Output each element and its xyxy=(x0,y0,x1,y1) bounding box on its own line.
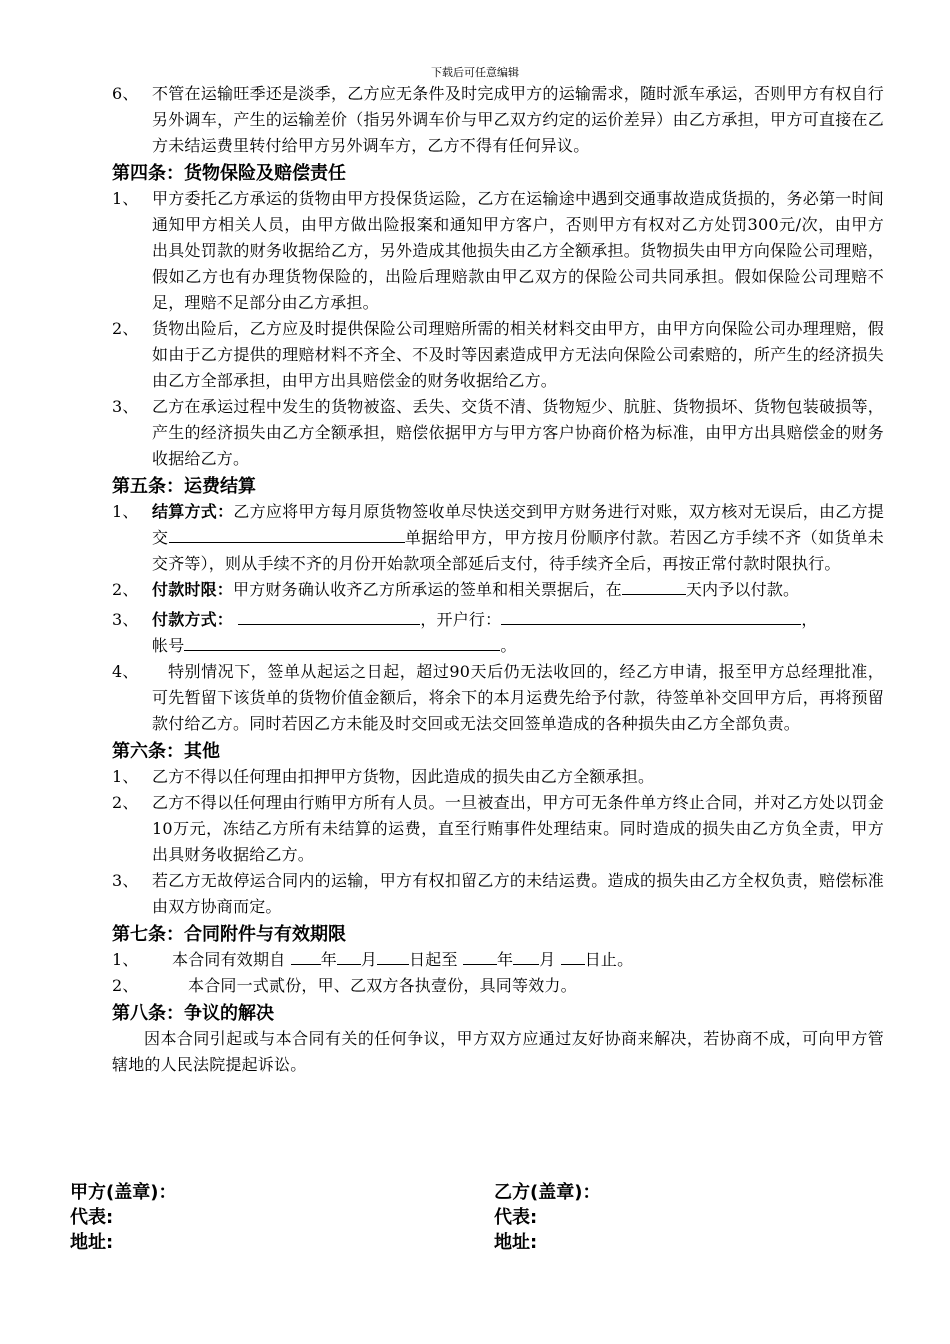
party-b-representative-label: 代表: xyxy=(494,1207,538,1228)
clause4-item-1 xyxy=(112,186,884,316)
item-number: 1、 xyxy=(112,767,139,786)
clause3-item-6 xyxy=(112,81,884,159)
clause5-item-2 xyxy=(112,577,884,603)
item-text: 月 xyxy=(360,950,378,969)
item-number: 1、 xyxy=(112,950,139,969)
payment-method-label: 付款方式： xyxy=(152,610,234,629)
account-label: 帐号 xyxy=(152,636,185,655)
clause7-item-2 xyxy=(112,973,884,999)
item-text: 乙方在承运过程中发生的货物被盗、丢失、交货不清、货物短少、肮脏、货物损坏、货物包装破损等，产生的经济损失由乙方全额承担，赔偿依据甲方与甲方客户协商价格为标准，由甲方出具赔偿金的财务收据给乙方。 xyxy=(152,397,884,468)
item-number: 3、 xyxy=(112,397,139,416)
item-text: 本合同有效期自 xyxy=(172,950,286,969)
item-text: 不管在运输旺季还是淡季，乙方应无条件及时完成甲方的运输需求，随时派车承运，否则甲方有权自行另外调车，产生的运输差价（指另外调车价与甲乙双方约定的运价差异）由乙方承担，甲方可直接在乙方未结运费里转付给甲方另外调车方，乙方不得有任何异议。 xyxy=(152,84,884,155)
item-text: ， xyxy=(801,610,818,629)
clause8-text: 因本合同引起或与本合同有关的任何争议，甲方双方应通过友好协商来解决，若协商不成，可向甲方管辖地的人民法院提起诉讼。 xyxy=(112,1029,884,1074)
clause5-item-4 xyxy=(112,659,884,737)
bank-blank[interactable] xyxy=(501,607,801,625)
item-text: 货物出险后，乙方应及时提供保险公司理赔所需的相关材料交由甲方，由甲方向保险公司办理理赔，假如由于乙方提供的理赔材料不齐全、不及时等因素造成甲方无法向保险公司索赔的，所产生的经济损失由乙方全部承担，由甲方出具赔偿金的财务收据给乙方。 xyxy=(152,319,884,390)
clause6-item-3 xyxy=(112,868,884,920)
item-text: 甲方委托乙方承运的货物由甲方投保货运险，乙方在运输途中遇到交通事故造成货损的，务必第一时间通知甲方相关人员，由甲方做出险报案和通知甲方客户，否则甲方有权对乙方处罚300元/次，由甲方出具处罚款的财务收据给乙方，另外造成其他损失由乙方全额承担。货物损失由甲方向保险公司理赔，假如乙方也有办理货物保险的，出险后理赔款由甲乙双方的保险公司共同承担。假如保险公司理赔不足，理赔不足部分由乙方承担。 xyxy=(152,189,884,312)
item-number: 3、 xyxy=(112,871,139,890)
clause8-title: 第八条：争议的解决 xyxy=(112,1003,274,1024)
item-text: 年 xyxy=(497,950,514,969)
item-number: 6、 xyxy=(112,84,139,103)
item-number: 1、 xyxy=(112,189,139,208)
item-number: 2、 xyxy=(112,793,139,812)
item-number: 4、 xyxy=(112,662,139,681)
clause5-item-1 xyxy=(112,499,884,577)
clause7-title: 第七条：合同附件与有效期限 xyxy=(112,924,346,945)
item-text: 。 xyxy=(500,636,517,655)
item-text: 特别情况下，签单从起运之日起，超过90天后仍无法收回的，经乙方申请，报至甲方总经理批准，可先暂留下该货单的货物价值金额后，将余下的本月运费先给予付款，待签单补交回甲方后，再将预留款付给乙方。同时若因乙方未能及时交回或无法交回签单造成的各种损失由乙方全部负责。 xyxy=(152,662,884,733)
clause4-title: 第四条：货物保险及赔偿责任 xyxy=(112,163,346,184)
item-text: 日止。 xyxy=(584,950,634,969)
item-text: 若乙方无故停运合同内的运输，甲方有权扣留乙方的未结运费。造成的损失由乙方全权负责，赔偿标准由双方协商而定。 xyxy=(152,871,884,916)
party-a-seal-label: 甲方(盖章)： xyxy=(70,1182,177,1203)
item-text: ，开户行： xyxy=(420,610,502,629)
item-text: 年 xyxy=(320,950,337,969)
account-blank[interactable] xyxy=(184,633,500,651)
end-month-blank[interactable] xyxy=(513,947,539,965)
start-year-blank[interactable] xyxy=(291,947,321,965)
item-text: 乙方应将甲方每月原货物签收单尽快送交到甲方财务进行对账，双方核对无误后，由乙方提交 xyxy=(152,502,884,547)
settlement-method-label: 结算方式： xyxy=(152,502,234,521)
party-a-address-label: 地址: xyxy=(70,1232,114,1253)
payment-method-blank[interactable] xyxy=(238,607,420,625)
start-day-blank[interactable] xyxy=(377,947,409,965)
item-text: 本合同一式贰份，甲、乙双方各执壹份，具同等效力。 xyxy=(188,976,577,995)
clause4-item-3 xyxy=(112,394,884,472)
party-a-signature xyxy=(70,1180,176,1255)
item-number: 2、 xyxy=(112,319,139,338)
end-year-blank[interactable] xyxy=(463,947,497,965)
payment-term-label: 付款时限： xyxy=(152,580,234,599)
item-text: 日起至 xyxy=(409,950,458,969)
item-number: 3、 xyxy=(112,610,139,629)
item-number: 2、 xyxy=(112,976,139,995)
party-b-signature xyxy=(494,1180,600,1255)
clause6-title: 第六条：其他 xyxy=(112,741,220,762)
party-b-seal-label: 乙方(盖章)： xyxy=(494,1182,601,1203)
clause6-item-2 xyxy=(112,790,884,868)
clause5-item-3 xyxy=(112,607,884,659)
item-text: 乙方不得以任何理由扣押甲方货物，因此造成的损失由乙方全额承担。 xyxy=(152,767,655,786)
item-text: 乙方不得以任何理由行贿甲方所有人员。一旦被查出，甲方可无条件单方终止合同，并对乙方处以罚金10万元，冻结乙方所有未结算的运费，直至行贿事件处理结束。同时造成的损失由乙方负全责，甲方出具财务收据给乙方。 xyxy=(152,793,884,864)
clause4-item-2 xyxy=(112,316,884,394)
start-month-blank[interactable] xyxy=(337,947,361,965)
item-number: 1、 xyxy=(112,502,139,521)
party-a-representative-label: 代表: xyxy=(70,1207,114,1228)
contract-body xyxy=(112,81,884,1078)
item-text: 天内予以付款。 xyxy=(685,580,800,599)
clause5-title: 第五条：运费结算 xyxy=(112,476,256,497)
end-day-blank[interactable] xyxy=(561,947,585,965)
item-text: 甲方财务确认收齐乙方所承运的签单和相关票据后，在 xyxy=(233,580,622,599)
item-text: 月 xyxy=(539,950,556,969)
clause7-item-1 xyxy=(112,947,884,973)
clause6-item-1 xyxy=(112,764,884,790)
party-b-address-label: 地址: xyxy=(494,1232,538,1253)
document-blank[interactable] xyxy=(169,525,405,543)
item-number: 2、 xyxy=(112,580,139,599)
item-text: 单据给甲方，甲方按月份顺序付款。若因乙方手续不齐（如货单未交齐等），则从手续不齐的月份开始款项全部延后支付，待手续齐全后，再按正常付款时限执行。 xyxy=(152,528,884,573)
days-blank[interactable] xyxy=(622,577,686,595)
header-note: 下载后可任意编辑 xyxy=(431,66,519,79)
